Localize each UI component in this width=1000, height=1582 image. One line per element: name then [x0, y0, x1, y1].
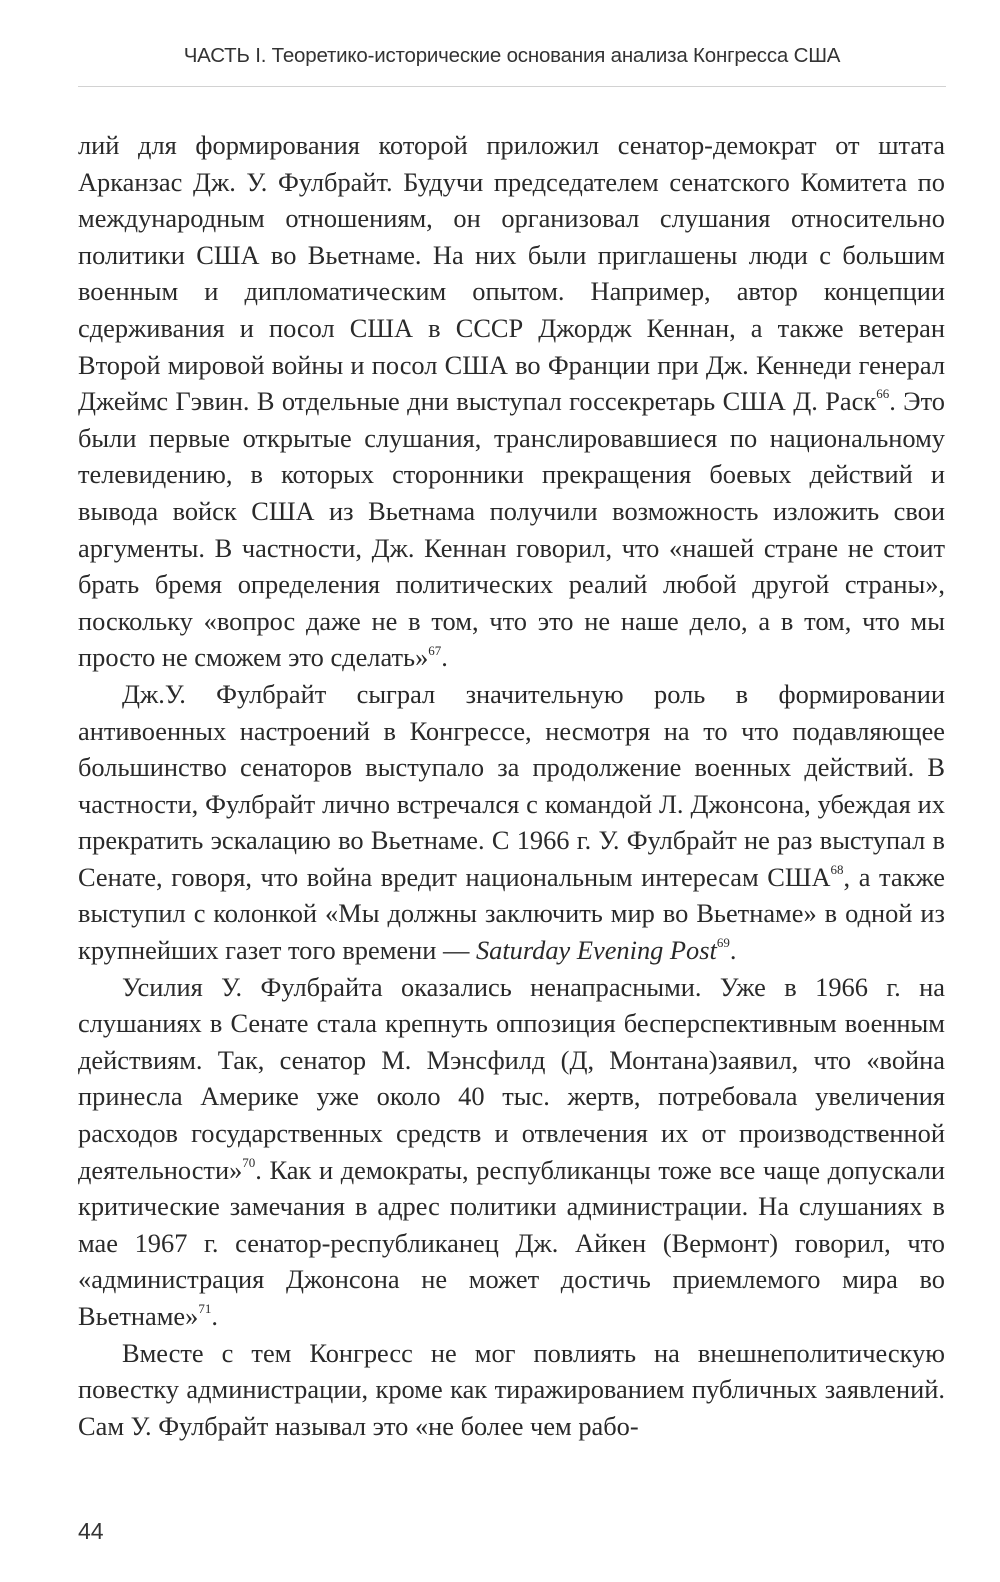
footnote-ref: 69 — [716, 935, 730, 951]
paragraph — [78, 1335, 945, 1445]
footnote-ref: 67 — [428, 642, 442, 658]
italic-title: Saturday Evening Post — [475, 935, 717, 966]
text-run: . — [729, 935, 737, 966]
text-run: Дж.У. Фулбрайт сыграл значительную роль в формировании антивоенных настроений в Конгрессе, несмотря на то что подавляющее большинство сенаторов выступало за продолжение военных действий. В частности, Фулбрайт лично встречался с командой Л. Джонсона, убеждая их прекратить эскалацию во Вьетнаме. С 1966 г. У. Фулбрайт не раз выступал в Сенате, говоря, что война вредит национальным интересам США — [78, 678, 945, 892]
footnote-ref: 68 — [830, 862, 844, 878]
text-run: Вместе с тем Конгресс не мог повлиять на внешнеполитическую повестку администрации, кроме как тиражированием публичных заявлений. Сам У. Фулбрайт называл это «не более чем рабо- — [78, 1337, 945, 1441]
footnote-ref: 70 — [242, 1154, 256, 1170]
paragraph — [78, 127, 945, 676]
text-run: . Это были первые открытые слушания, транслировавшиеся по национальному телевидению, в которых сторонники прекращения боевых действий и вывода войск США из Вьетнама получили возможность изложить свои аргументы. В частности, Дж. Кеннан говорил, что «нашей стране не стоит брать бремя определения политических реалий любой другой страны», поскольку «вопрос даже не в том, что это не наше дело, а в том, что мы просто не сможем это сделать» — [78, 386, 945, 673]
footnote-ref: 66 — [876, 386, 890, 402]
page-number: 44 — [78, 1518, 104, 1544]
paragraph — [78, 676, 945, 969]
footnote-ref: 71 — [198, 1301, 212, 1317]
text-run: . — [211, 1301, 218, 1331]
text-run: Усилия У. Фулбрайта оказались ненапрасными. Уже в 1966 г. на слушаниях в Сенате стала крепнуть оппозиция бесперспективным военным действиям. Так, сенатор М. Мэнсфилд (Д, Монтана)заявил, что «война принесла Америке уже около 40 тыс. жертв, потребовала увеличения расходов государственных средств и отвлечения их от производственной деятельности» — [78, 971, 945, 1185]
running-header: ЧАСТЬ I. Теоретико-исторические основания анализа Конгресса США — [183, 44, 841, 67]
body-text — [78, 127, 945, 1444]
text-run: лий для формирования которой приложил сенатор-демократ от штата Арканзас Дж. У. Фулбрайт. Будучи председателем сенатского Комитета по международным отношениям, он организовал слушания относительно политики США во Вьетнаме. На них были приглашены люди с большим военным и дипломатическим опытом. Например, автор концепции сдерживания и посол США в СССР Джордж Кеннан, а также ветеран Второй мировой войны и посол США во Франции при Дж. Кеннеди генерал Джеймс Гэвин. В отдельные дни выступал госсекретарь США Д. Раск — [78, 130, 945, 417]
text-run: , а также выступил с колонкой «Мы должны заключить мир во Вьетнаме» в одной из крупнейших газет того времени — — [78, 861, 946, 966]
text-run: . — [441, 642, 448, 673]
paragraph — [78, 969, 945, 1335]
header-divider — [78, 86, 946, 87]
text-run: . Как и демократы, республиканцы тоже все чаще допускали критические замечания в адрес политики администрации. На слушаниях в мае 1967 г. сенатор-республиканец Дж. Айкен (Вермонт) говорил, что «администрация Джонсона не может достичь приемлемого мира во Вьетнаме» — [78, 1154, 945, 1331]
